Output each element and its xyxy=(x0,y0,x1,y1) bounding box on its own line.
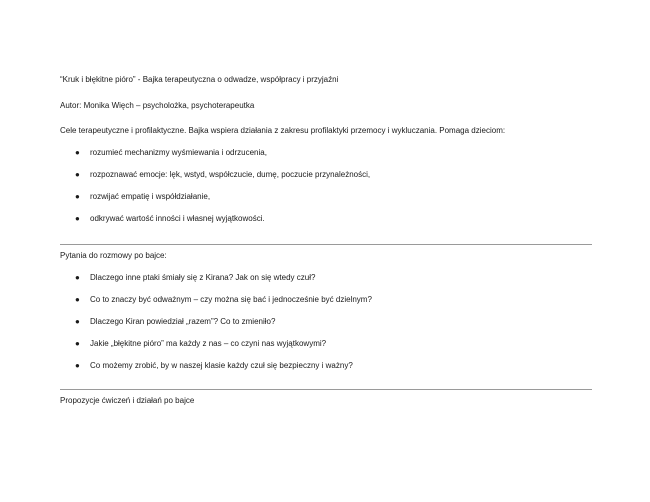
document-page xyxy=(60,74,592,406)
bullet-icon: ● xyxy=(75,192,80,201)
bullet-icon: ● xyxy=(75,361,80,370)
goals-intro: Cele terapeutyczne i profilaktyczne. Bajka wspiera działania z zakresu profilaktyki przemocy i wykluczania. Pomaga dzieciom: xyxy=(60,126,506,135)
list-item-text: rozpoznawać emocje: lęk, wstyd, współczucie, dumę, poczucie przynależności, xyxy=(90,170,371,179)
section-divider xyxy=(60,389,592,390)
section-divider xyxy=(60,244,592,245)
list-item xyxy=(60,360,592,371)
list-item-text: Jakie „błękitne pióro” ma każdy z nas – co czyni nas wyjątkowymi? xyxy=(90,339,327,348)
questions-heading: Pytania do rozmowy po bajce: xyxy=(60,251,167,260)
goals-list xyxy=(60,147,592,224)
document-author: Autor: Monika Więch – psycholożka, psychoterapeutka xyxy=(60,101,255,110)
list-item-text: Co to znaczy być odważnym – czy można się bać i jednocześnie być dzielnym? xyxy=(90,295,372,304)
bullet-icon: ● xyxy=(75,214,80,223)
list-item xyxy=(60,191,592,202)
list-item xyxy=(60,169,592,180)
bullet-icon: ● xyxy=(75,295,80,304)
list-item xyxy=(60,272,592,283)
bullet-icon: ● xyxy=(75,317,80,326)
bullet-icon: ● xyxy=(75,273,80,282)
list-item-text: Dlaczego Kiran powiedział „razem”? Co to zmieniło? xyxy=(90,317,276,326)
questions-list xyxy=(60,272,592,371)
list-item-text: rozwijać empatię i współdziałanie, xyxy=(90,192,211,201)
bullet-icon: ● xyxy=(75,170,80,179)
list-item xyxy=(60,338,592,349)
list-item xyxy=(60,294,592,305)
list-item-text: Dlaczego inne ptaki śmiały się z Kirana? Jak on się wtedy czuł? xyxy=(90,273,316,282)
bullet-icon: ● xyxy=(75,148,80,157)
bullet-icon: ● xyxy=(75,339,80,348)
list-item-text: rozumieć mechanizmy wyśmiewania i odrzucenia, xyxy=(90,148,267,157)
list-item-text: odkrywać wartość inności i własnej wyjątkowości. xyxy=(90,214,265,223)
list-item xyxy=(60,316,592,327)
list-item-text: Co możemy zrobić, by w naszej klasie każdy czuł się bezpieczny i ważny? xyxy=(90,361,353,370)
list-item xyxy=(60,213,592,224)
list-item xyxy=(60,147,592,158)
document-title: “Kruk i błękitne pióro” - Bajka terapeutyczna o odwadze, współpracy i przyjaźni xyxy=(60,75,339,84)
exercises-heading: Propozycje ćwiczeń i działań po bajce xyxy=(60,396,195,405)
